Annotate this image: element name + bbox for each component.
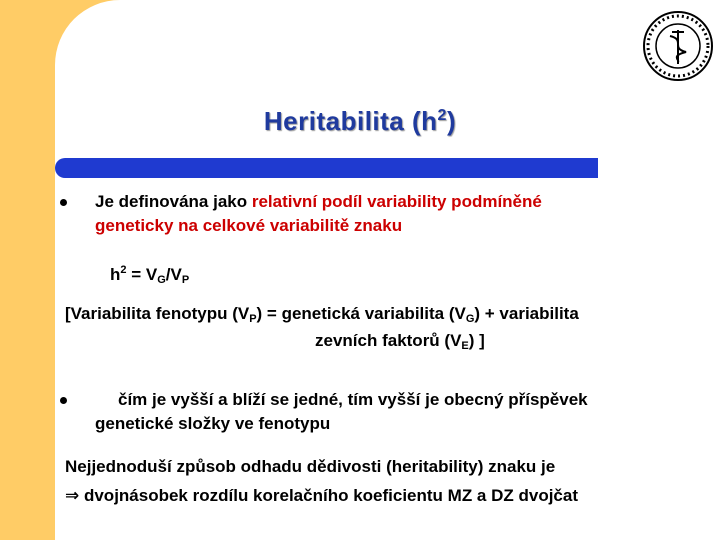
bullet-2-line-2: genetické složky ve fenotypu xyxy=(95,414,331,433)
bullet-1-highlight-1: relativní podíl variability podmíněné xyxy=(251,192,542,211)
slide-title xyxy=(0,106,720,137)
explanation-part-3: ) + variabilita xyxy=(474,304,579,323)
conclusion-text: dvojnásobek rozdílu korelačního koeficientu MZ a DZ dvojčat xyxy=(79,486,579,505)
formula-sub-p: P xyxy=(181,274,190,286)
title-divider xyxy=(55,158,598,178)
explanation-sub-g: G xyxy=(465,313,475,325)
explanation-line-1 xyxy=(65,302,579,331)
university-seal-icon xyxy=(640,8,716,84)
bullet-marker xyxy=(60,199,67,206)
implies-arrow-icon: ⇒ xyxy=(65,486,80,505)
explanation-sub-e: E xyxy=(461,340,469,352)
formula-eq: = V xyxy=(126,265,158,284)
conclusion-line-2 xyxy=(65,484,578,508)
formula-slash: /V xyxy=(165,265,182,284)
explanation-part-2: ) = genetická variabilita (V xyxy=(256,304,466,323)
bullet-2-line-1: čím je vyšší a blíží se jedné, tím vyšší je obecný příspěvek xyxy=(118,390,588,409)
bullet-marker xyxy=(60,397,67,404)
explanation-sub-p: P xyxy=(249,313,257,325)
title-close: ) xyxy=(446,106,457,136)
formula-h: h xyxy=(110,265,121,284)
title-text: Heritabilita (h xyxy=(263,106,438,136)
formula-sup: 2 xyxy=(120,264,127,276)
title-superscript: 2 xyxy=(437,107,447,124)
explanation-line-2 xyxy=(315,329,485,358)
conclusion-line-1: Nejjednoduší způsob odhadu dědivosti (heritability) znaku je xyxy=(65,457,556,476)
formula-sub-g: G xyxy=(157,274,166,286)
explanation-part-1: [Variabilita fenotypu (V xyxy=(65,304,250,323)
explanation-line-2-part-2: ) ] xyxy=(468,331,485,350)
bullet-1-highlight-2: geneticky na celkové variabilitě znaku xyxy=(95,216,403,235)
bullet-1-line-1 xyxy=(95,190,542,214)
explanation-line-2-part-1: zevních faktorů (V xyxy=(315,331,462,350)
heritability-formula xyxy=(110,258,189,292)
bullet-1-prefix: Je definována jako xyxy=(95,192,252,211)
